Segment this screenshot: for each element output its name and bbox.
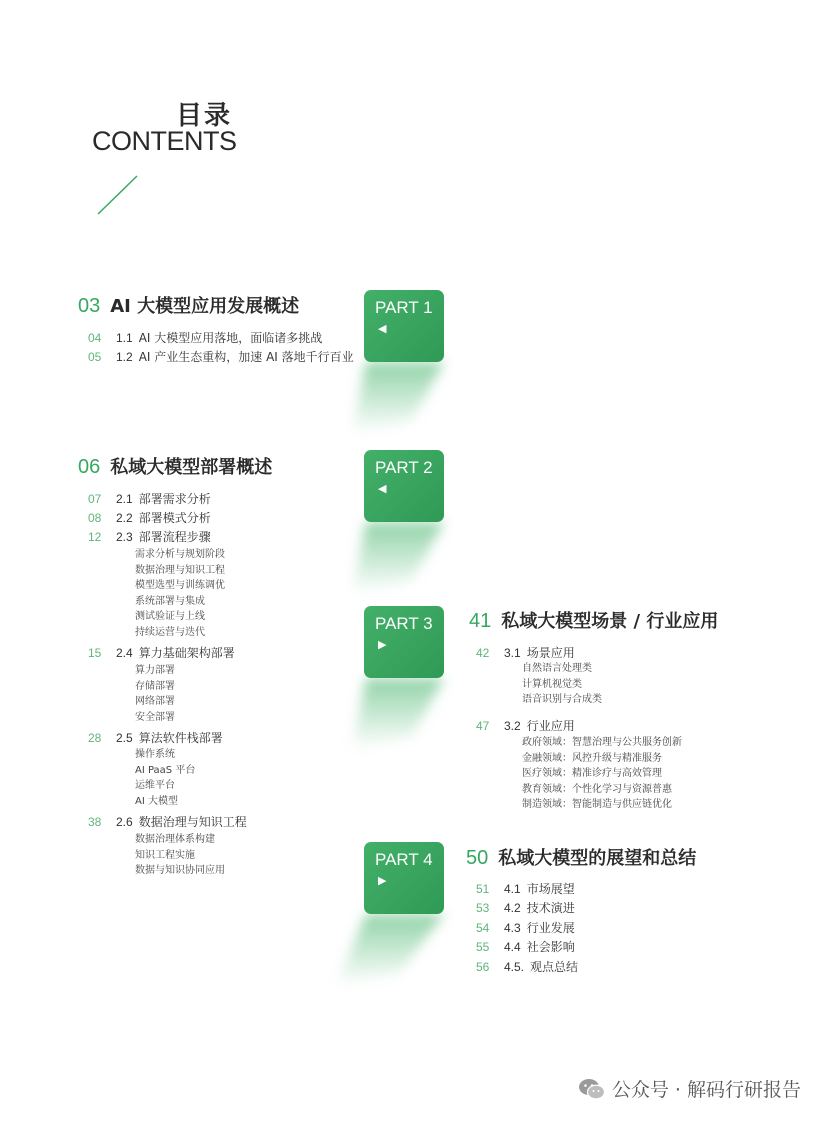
toc-label: 社会影响: [526, 940, 575, 954]
part-1-box: [364, 290, 444, 362]
section-page-number: 50: [466, 847, 489, 869]
arrow-left-icon: ◀: [378, 322, 387, 335]
toc-number: 2.4: [116, 646, 133, 660]
part-2-box: [364, 450, 444, 522]
toc-number: 4.3: [504, 921, 521, 935]
section-title: 私域大模型部署概述: [110, 457, 273, 478]
sub-item[interactable]: 模型选型与训练调优: [135, 580, 225, 591]
part-2-label: PART 2: [375, 458, 433, 477]
sub-item[interactable]: 政府领域：智慧治理与公共服务创新: [522, 737, 682, 748]
part-4-label: PART 4: [375, 850, 433, 869]
sub-item[interactable]: 语音识别与合成类: [522, 694, 602, 705]
part-1-label: PART 1: [375, 298, 433, 317]
toc-number: 2.3: [116, 530, 133, 544]
toc-number: 2.5: [116, 731, 133, 745]
toc-label: 数据治理与知识工程: [138, 815, 247, 829]
sub-item[interactable]: 存储部署: [135, 680, 175, 692]
page-title-en: CONTENTS: [92, 126, 237, 156]
toc-page: 28: [88, 731, 102, 745]
section-page-number: 03: [78, 295, 101, 317]
toc-label: 部署模式分析: [138, 511, 211, 525]
toc-label: 算力基础架构部署: [138, 646, 235, 660]
section-title: 私域大模型的展望和总结: [498, 848, 697, 869]
section-page-number: 41: [469, 610, 492, 632]
sub-item[interactable]: 持续运营与迭代: [135, 626, 205, 638]
part-4-box: [364, 842, 444, 914]
sub-item[interactable]: 数据治理与知识工程: [135, 564, 225, 576]
toc-number: 1.1: [116, 331, 133, 345]
toc-label: AI 大模型应用落地，面临诸多挑战: [138, 331, 323, 345]
toc-page: 42: [476, 646, 490, 660]
toc-number: 4.4: [504, 940, 521, 954]
sub-item[interactable]: 医疗领域：精准诊疗与高效管理: [522, 768, 662, 779]
part-3-label: PART 3: [375, 614, 433, 633]
toc-number: 4.1: [504, 882, 521, 896]
toc-page: 55: [476, 940, 490, 954]
sub-item[interactable]: AI PaaS 平台: [135, 764, 196, 776]
sub-item[interactable]: 网络部署: [135, 696, 175, 707]
toc-number: 2.1: [116, 492, 133, 506]
toc-number: 3.2: [504, 719, 521, 733]
sub-item[interactable]: 知识工程实施: [135, 849, 195, 861]
sub-item[interactable]: 自然语言处理类: [522, 663, 592, 674]
sub-item[interactable]: 需求分析与规划阶段: [135, 549, 225, 560]
toc-page: 12: [88, 530, 102, 544]
toc-page: 38: [88, 815, 102, 829]
toc-label: 部署需求分析: [138, 492, 211, 506]
sub-item[interactable]: 金融领域：风控升级与精准服务: [522, 752, 662, 764]
toc-page: 04: [88, 331, 102, 345]
sub-item[interactable]: 教育领域：个性化学习与资源普惠: [522, 783, 672, 795]
sub-item[interactable]: 数据治理体系构建: [135, 834, 215, 845]
toc-label: 部署流程步骤: [138, 530, 211, 544]
section-title: AI 大模型应用发展概述: [110, 296, 300, 317]
toc-page: 56: [476, 960, 490, 974]
arrow-right-icon: ▶: [378, 874, 387, 887]
toc-page: 15: [88, 646, 102, 660]
sub-item[interactable]: 测试验证与上线: [135, 611, 205, 622]
watermark-text: 公众号 · 解码行研报告: [611, 1079, 801, 1101]
sub-item[interactable]: 安全部署: [135, 711, 175, 723]
toc-label: 场景应用: [526, 646, 575, 660]
arrow-right-icon: ▶: [378, 638, 387, 651]
sub-item[interactable]: 数据与知识协同应用: [135, 865, 225, 876]
sub-item[interactable]: 运维平台: [135, 780, 175, 791]
toc-page: 53: [476, 901, 490, 915]
toc-label: 技术演进: [526, 901, 575, 915]
toc-number: 2.6: [116, 815, 133, 829]
toc-number: 2.2: [116, 511, 133, 525]
toc-page: 08: [88, 511, 102, 525]
sub-item[interactable]: 计算机视觉类: [522, 678, 582, 690]
toc-label: 行业发展: [526, 921, 575, 935]
toc-page: 47: [476, 719, 490, 733]
toc-page: 51: [476, 882, 490, 896]
sub-item[interactable]: 操作系统: [135, 749, 175, 760]
section-title: 私域大模型场景 / 行业应用: [501, 611, 719, 632]
toc-page: 54: [476, 921, 490, 935]
toc-number: 4.2: [504, 901, 521, 915]
toc-label: 行业应用: [526, 719, 575, 733]
toc-label: 市场展望: [526, 882, 575, 896]
toc-label: 算法软件栈部署: [138, 731, 223, 745]
toc-page: 05: [88, 350, 102, 364]
toc-number: 4.5.: [504, 960, 525, 974]
arrow-left-icon: ◀: [378, 482, 387, 495]
toc-label: AI 产业生态重构，加速 AI 落地千行百业: [138, 350, 354, 364]
toc-label: 观点总结: [530, 960, 579, 974]
page-title-cn: 目录: [176, 101, 233, 131]
part-3-box: [364, 606, 444, 678]
section-page-number: 06: [78, 456, 101, 478]
toc-number: 1.2: [116, 350, 133, 364]
toc-page: 07: [88, 492, 102, 506]
sub-item[interactable]: AI 大模型: [135, 795, 178, 807]
sub-item[interactable]: 算力部署: [135, 665, 175, 676]
toc-number: 3.1: [504, 646, 521, 660]
sub-item[interactable]: 系统部署与集成: [135, 595, 205, 607]
sub-item[interactable]: 制造领域：智能制造与供应链优化: [522, 799, 672, 810]
